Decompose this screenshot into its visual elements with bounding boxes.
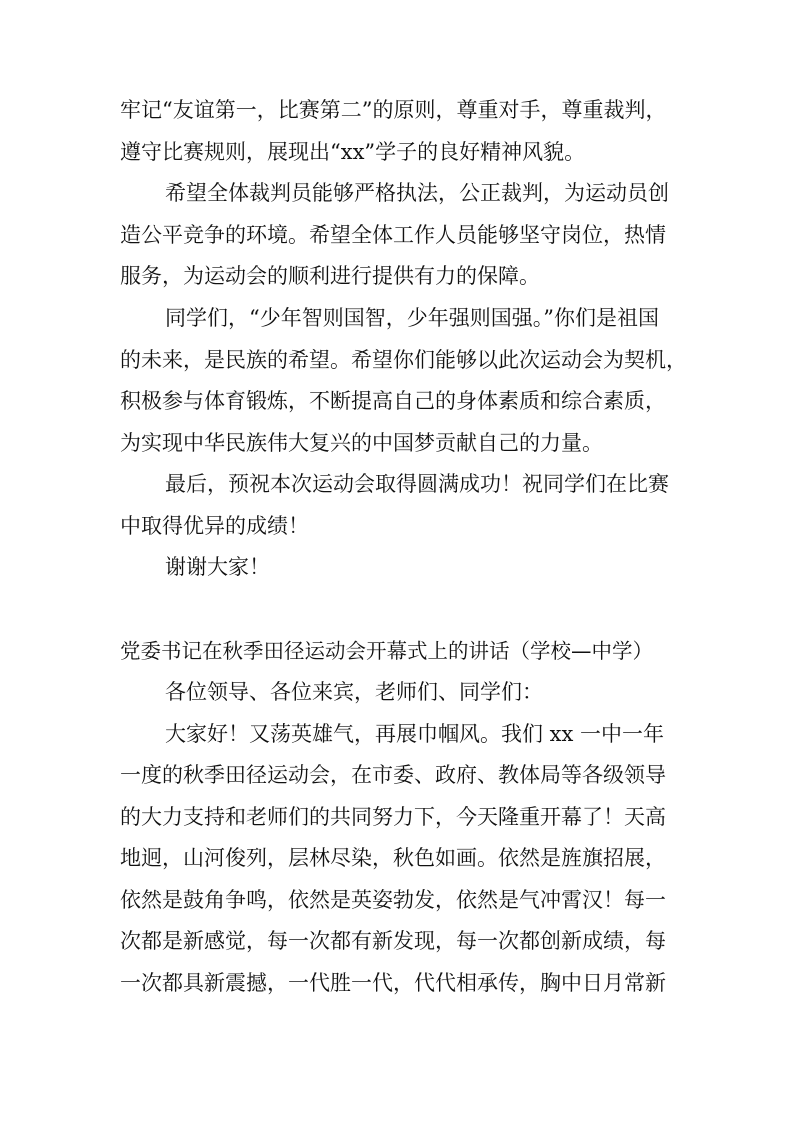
paragraph-line: 的大力支持和老师们的共同努力下，今天隆重开幕了！天高 bbox=[120, 805, 666, 829]
paragraph-line: 遵守比赛规则，展现出“xx”学子的良好精神风貌。 bbox=[120, 140, 586, 164]
paragraph-line: 地迥，山河俊列，层林尽染，秋色如画。依然是旌旗招展， bbox=[120, 846, 666, 870]
paragraph-line: 各位领导、各位来宾，老师们、同学们： bbox=[165, 680, 543, 704]
paragraph-line: 服务，为运动会的顺利进行提供有力的保障。 bbox=[120, 264, 540, 288]
paragraph-line: 一次都具新震撼，一代胜一代，代代相承传，胸中日月常新 bbox=[120, 971, 666, 995]
paragraph-line: 次都是新感觉，每一次都有新发现，每一次都创新成绩，每 bbox=[120, 929, 666, 953]
section-heading: 党委书记在秋季田径运动会开幕式上的讲话（学校—中学） bbox=[120, 639, 653, 663]
paragraph-line: 依然是鼓角争鸣，依然是英姿勃发，依然是气冲霄汉！每一 bbox=[120, 888, 666, 912]
paragraph-line: 希望全体裁判员能够严格执法，公正裁判，为运动员创 bbox=[165, 181, 669, 205]
paragraph-line: 大家好！又荡英雄气，再展巾帼风。我们 xx 一中一年 bbox=[165, 722, 665, 746]
paragraph-line: 中取得优异的成绩！ bbox=[120, 514, 309, 538]
paragraph-line: 最后，预祝本次运动会取得圆满成功！祝同学们在比赛 bbox=[165, 472, 669, 496]
paragraph-line: 积极参与体育锻炼，不断提高自己的身体素质和综合素质， bbox=[120, 389, 666, 413]
paragraph-line: 的未来，是民族的希望。希望你们能够以此次运动会为契机， bbox=[120, 348, 687, 372]
paragraph-line: 牢记“友谊第一，比赛第二”的原则，尊重对手，尊重裁判， bbox=[120, 98, 667, 122]
paragraph-line: 为实现中华民族伟大复兴的中国梦贡献自己的力量。 bbox=[120, 431, 603, 455]
paragraph-line: 同学们，“少年智则国智，少年强则国强。”你们是祖国 bbox=[165, 306, 659, 330]
paragraph-line: 一度的秋季田径运动会，在市委、政府、教体局等各级领导 bbox=[120, 763, 666, 787]
paragraph-line: 谢谢大家！ bbox=[165, 555, 270, 579]
paragraph-line: 造公平竞争的环境。希望全体工作人员能够坚守岗位，热情 bbox=[120, 223, 666, 247]
